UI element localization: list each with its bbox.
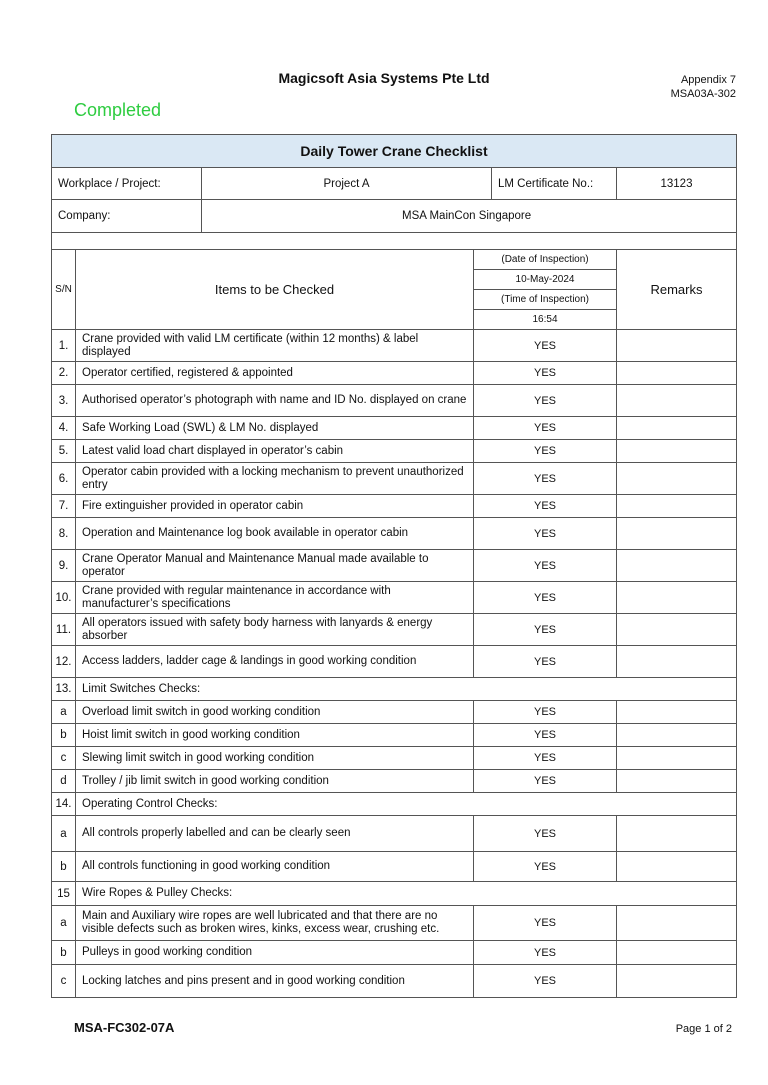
company-value: MSA MainCon Singapore: [202, 200, 737, 233]
row-result: YES: [474, 646, 617, 678]
row-remarks: [617, 701, 737, 724]
row-item: Latest valid load chart displayed in operator’s cabin: [76, 440, 474, 463]
table-row: [52, 495, 737, 518]
section-row: [52, 678, 737, 701]
row-remarks: [617, 770, 737, 793]
row-result: YES: [474, 550, 617, 582]
row-sn: a: [52, 701, 76, 724]
row-sn: b: [52, 941, 76, 965]
row-sn: 3.: [52, 385, 76, 417]
table-row: [52, 770, 737, 793]
row-remarks: [617, 906, 737, 941]
row-remarks: [617, 518, 737, 550]
row-sn: 11.: [52, 614, 76, 646]
table-row: [52, 965, 737, 998]
row-sn: 1.: [52, 330, 76, 362]
row-result: YES: [474, 701, 617, 724]
form-title: Daily Tower Crane Checklist: [52, 135, 737, 168]
remarks-header: Remarks: [617, 250, 737, 330]
row-item: Pulleys in good working condition: [76, 941, 474, 965]
row-result: YES: [474, 770, 617, 793]
row-sn: 6.: [52, 463, 76, 495]
row-sn: 15: [52, 882, 76, 906]
row-result: YES: [474, 816, 617, 852]
company-label: Company:: [52, 200, 202, 233]
time-label: (Time of Inspection): [474, 290, 617, 310]
row-item: Overload limit switch in good working condition: [76, 701, 474, 724]
row-item: Access ladders, ladder cage & landings in good working condition: [76, 646, 474, 678]
table-row: [52, 816, 737, 852]
row-result: YES: [474, 614, 617, 646]
row-sn: d: [52, 770, 76, 793]
appendix-label: Appendix 7: [680, 74, 736, 86]
row-item: Fire extinguisher provided in operator cabin: [76, 495, 474, 518]
table-row: [52, 550, 737, 582]
table-row: [52, 724, 737, 747]
row-remarks: [617, 816, 737, 852]
row-sn: 5.: [52, 440, 76, 463]
row-result: YES: [474, 724, 617, 747]
row-sn: a: [52, 816, 76, 852]
row-result: YES: [474, 495, 617, 518]
section-title: Limit Switches Checks:: [76, 678, 737, 701]
table-row: [52, 385, 737, 417]
table-row: [52, 417, 737, 440]
section-title: Operating Control Checks:: [76, 793, 737, 816]
row-sn: 9.: [52, 550, 76, 582]
table-row: [52, 906, 737, 941]
table-row: [52, 941, 737, 965]
row-remarks: [617, 330, 737, 362]
form-code: MSA-FC302-07A: [74, 1020, 175, 1035]
table-row: [52, 646, 737, 678]
row-result: YES: [474, 747, 617, 770]
row-sn: b: [52, 724, 76, 747]
table-row: [52, 747, 737, 770]
row-item: All controls properly labelled and can be clearly seen: [76, 816, 474, 852]
items-header: Items to be Checked: [76, 250, 474, 330]
row-item: Operator certified, registered & appointed: [76, 362, 474, 385]
row-item: Authorised operator’s photograph with name and ID No. displayed on crane: [76, 385, 474, 417]
table-row: [52, 362, 737, 385]
date-value: 10-May-2024: [474, 270, 617, 290]
table-row: [52, 440, 737, 463]
row-remarks: [617, 495, 737, 518]
row-item: Hoist limit switch in good working condition: [76, 724, 474, 747]
row-item: Slewing limit switch in good working condition: [76, 747, 474, 770]
row-remarks: [617, 385, 737, 417]
lm-cert-label: LM Certificate No.:: [492, 168, 617, 200]
row-sn: 4.: [52, 417, 76, 440]
table-row: [52, 330, 737, 362]
row-result: YES: [474, 417, 617, 440]
row-sn: 13.: [52, 678, 76, 701]
checklist-table: [51, 249, 737, 998]
row-result: YES: [474, 440, 617, 463]
row-item: Safe Working Load (SWL) & LM No. displayed: [76, 417, 474, 440]
lm-cert-value: 13123: [617, 168, 737, 200]
workplace-label: Workplace / Project:: [52, 168, 202, 200]
row-sn: c: [52, 747, 76, 770]
row-item: Crane provided with regular maintenance in accordance with manufacturer’s specifications: [76, 582, 474, 614]
company-name: Magicsoft Asia Systems Pte Ltd: [278, 70, 490, 86]
form-header-table: [51, 134, 737, 250]
row-remarks: [617, 417, 737, 440]
time-value: 16:54: [474, 310, 617, 330]
row-remarks: [617, 646, 737, 678]
table-row: [52, 463, 737, 495]
row-remarks: [617, 550, 737, 582]
row-sn: 7.: [52, 495, 76, 518]
row-item: All controls functioning in good working condition: [76, 852, 474, 882]
row-result: YES: [474, 941, 617, 965]
row-remarks: [617, 747, 737, 770]
row-sn: c: [52, 965, 76, 998]
row-remarks: [617, 440, 737, 463]
row-result: YES: [474, 330, 617, 362]
status-label: Completed: [74, 100, 162, 120]
row-remarks: [617, 582, 737, 614]
row-result: YES: [474, 906, 617, 941]
table-row: [52, 582, 737, 614]
table-row: [52, 701, 737, 724]
row-remarks: [617, 965, 737, 998]
table-row: [52, 852, 737, 882]
row-sn: 2.: [52, 362, 76, 385]
table-row: [52, 614, 737, 646]
row-remarks: [617, 362, 737, 385]
row-sn: 12.: [52, 646, 76, 678]
page-number: Page 1 of 2: [675, 1023, 732, 1035]
row-result: YES: [474, 518, 617, 550]
row-result: YES: [474, 582, 617, 614]
date-label: (Date of Inspection): [474, 250, 617, 270]
row-result: YES: [474, 362, 617, 385]
row-item: Operation and Maintenance log book available in operator cabin: [76, 518, 474, 550]
doc-ref: MSA03A-302: [670, 88, 736, 100]
sn-header: S/N: [52, 250, 76, 330]
row-sn: 10.: [52, 582, 76, 614]
row-item: All operators issued with safety body harness with lanyards & energy absorber: [76, 614, 474, 646]
row-item: Main and Auxiliary wire ropes are well lubricated and that there are no visible defects such as broken wires, kinks, excess wear, crushing etc.: [76, 906, 474, 941]
row-sn: 8.: [52, 518, 76, 550]
appendix-ref: [671, 73, 736, 101]
row-remarks: [617, 724, 737, 747]
row-sn: a: [52, 906, 76, 941]
row-item: Trolley / jib limit switch in good working condition: [76, 770, 474, 793]
spacer-row: [52, 233, 737, 250]
row-result: YES: [474, 463, 617, 495]
row-remarks: [617, 614, 737, 646]
row-result: YES: [474, 965, 617, 998]
section-row: [52, 882, 737, 906]
row-remarks: [617, 852, 737, 882]
row-result: YES: [474, 385, 617, 417]
section-title: Wire Ropes & Pulley Checks:: [76, 882, 737, 906]
table-row: [52, 518, 737, 550]
workplace-value: Project A: [202, 168, 492, 200]
row-sn: 14.: [52, 793, 76, 816]
row-item: Crane Operator Manual and Maintenance Manual made available to operator: [76, 550, 474, 582]
row-item: Locking latches and pins present and in good working condition: [76, 965, 474, 998]
row-result: YES: [474, 852, 617, 882]
row-sn: b: [52, 852, 76, 882]
row-item: Crane provided with valid LM certificate (within 12 months) & label displayed: [76, 330, 474, 362]
section-row: [52, 793, 737, 816]
row-item: Operator cabin provided with a locking mechanism to prevent unauthorized entry: [76, 463, 474, 495]
row-remarks: [617, 463, 737, 495]
row-remarks: [617, 941, 737, 965]
